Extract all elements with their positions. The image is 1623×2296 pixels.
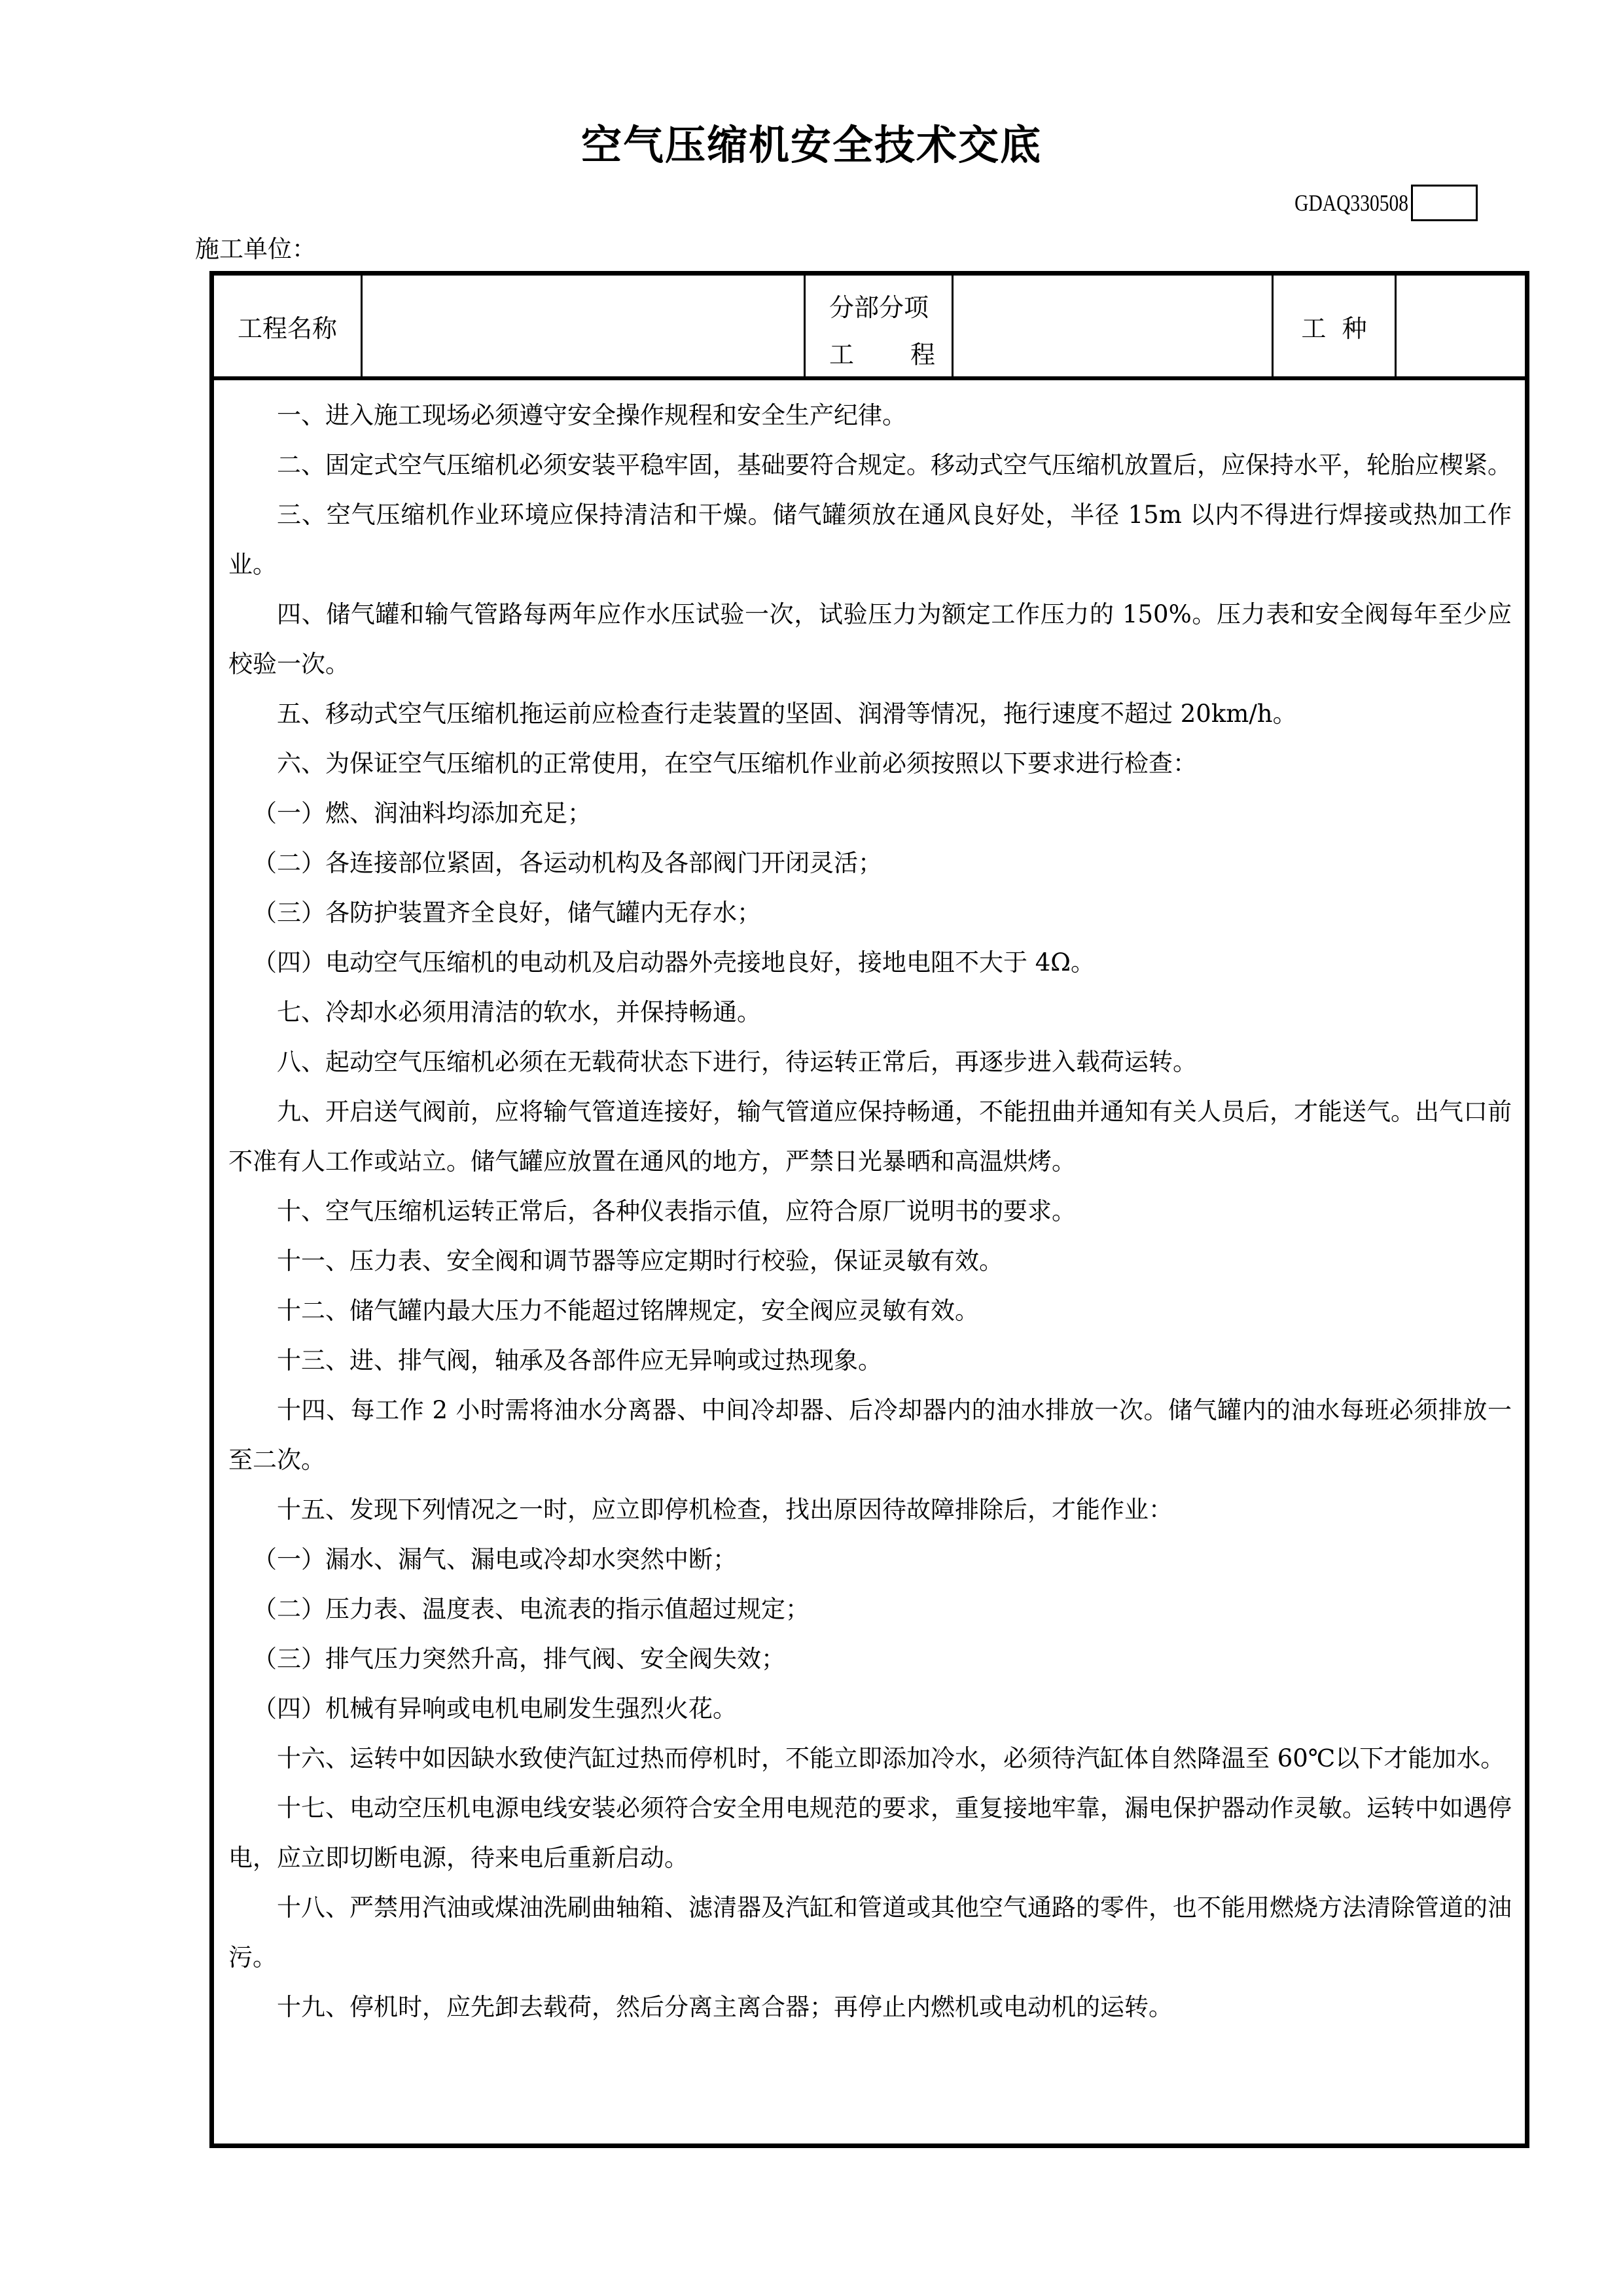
sub-clause: （一）燃、润油料均添加充足； — [253, 799, 592, 827]
clause: 四、储气罐和输气管路每两年应作水压试验一次，试验压力为额定工作压力的 150%。压力表和安全阀每年至少应校验一次。 — [228, 600, 1512, 678]
clause: 十八、严禁用汽油或煤油洗刷曲轴箱、滤清器及汽缸和管道或其他空气通路的零件，也不能用燃烧方法清除管道的油污。 — [228, 1893, 1512, 1971]
clause: 五、移动式空气压缩机拖运前应检查行走装置的坚固、润滑等情况，拖行速度不超过 20km/h。 — [277, 700, 1297, 728]
clause: 十、空气压缩机运转正常后，各种仪表指示值，应符合原厂说明书的要求。 — [277, 1197, 1076, 1225]
clause: 八、起动空气压缩机必须在无载荷状态下进行，待运转正常后，再逐步进入载荷运转。 — [277, 1048, 1197, 1076]
project-name-field[interactable] — [363, 276, 804, 376]
sub-clause: （三）各防护装置齐全良好，储气罐内无存水； — [253, 899, 761, 927]
sub-clause: （二）各连接部位紧固，各运动机构及各部阀门开闭灵活； — [253, 849, 882, 877]
clause: 十四、每工作 2 小时需将油水分离器、中间冷却器、后冷却器内的油水排放一次。储气罐内的油水每班必须排放一至二次。 — [228, 1396, 1512, 1474]
clause: 九、开启送气阀前，应将输气管道连接好，输气管道应保持畅通，不能扭曲并通知有关人员后，才能送气。出气口前不准有人工作或站立。储气罐应放置在通风的地方，严禁日光暴晒和高温烘烤。 — [228, 1098, 1512, 1175]
subproject-label-line1: 分部分项 — [829, 293, 929, 322]
code-suffix-box[interactable] — [1411, 185, 1478, 221]
document-title: 空气压缩机安全技术交底 — [580, 121, 1042, 169]
document-code: GDAQ330508 — [1294, 190, 1408, 216]
clause: 十一、压力表、安全阀和调节器等应定期时行校验，保证灵敏有效。 — [277, 1247, 1003, 1275]
trade-label: 工 种 — [1301, 314, 1367, 343]
trade-field[interactable] — [1397, 276, 1525, 376]
clause: 十三、进、排气阀，轴承及各部件应无异响或过热现象。 — [277, 1346, 882, 1374]
subproject-label — [806, 276, 952, 376]
clause: 十六、运转中如因缺水致使汽缸过热而停机时，不能立即添加冷水，必须待汽缸体自然降温至 60℃以下才能加水。 — [277, 1744, 1505, 1772]
subproject-label-line2-right: 程 — [910, 340, 936, 369]
clause: 十七、电动空压机电源电线安装必须符合安全用电规范的要求，重复接地牢靠，漏电保护器动作灵敏。运转中如遇停电，应立即切断电源，待来电后重新启动。 — [228, 1794, 1512, 1872]
clause: 七、冷却水必须用清洁的软水，并保持畅通。 — [277, 998, 761, 1026]
clause: 十九、停机时，应先卸去载荷，然后分离主离合器；再停止内燃机或电动机的运转。 — [277, 1993, 1173, 2021]
clause: 六、为保证空气压缩机的正常使用，在空气压缩机作业前必须按照以下要求进行检查： — [277, 749, 1197, 778]
sub-clause: （一）漏水、漏气、漏电或冷却水突然中断； — [253, 1545, 737, 1573]
subproject-label-line2-left: 工 — [829, 340, 855, 369]
header-row — [214, 276, 1525, 380]
document-code-group — [1270, 183, 1478, 223]
clause: 三、空气压缩机作业环境应保持清洁和干燥。储气罐须放在通风良好处，半径 15m 以内不得进行焊接或热加工作业。 — [228, 501, 1512, 579]
project-name-label: 工程名称 — [237, 314, 337, 343]
sub-clause: （二）压力表、温度表、电流表的指示值超过规定； — [253, 1595, 810, 1623]
clause: 一、进入施工现场必须遵守安全操作规程和安全生产纪律。 — [277, 401, 906, 429]
construction-unit-label: 施工单位： — [195, 235, 316, 263]
clause: 二、固定式空气压缩机必须安装平稳牢固，基础要符合规定。移动式空气压缩机放置后，应保持水平，轮胎应楔紧。 — [277, 451, 1512, 479]
disclosure-content — [214, 380, 1525, 2144]
sub-clause: （四）电动空气压缩机的电动机及启动器外壳接地良好，接地电阻不大于 4Ω。 — [253, 948, 1095, 977]
subproject-field[interactable] — [954, 276, 1272, 376]
sub-clause: （三）排气压力突然升高，排气阀、安全阀失效； — [253, 1645, 785, 1673]
clause: 十二、储气罐内最大压力不能超过铭牌规定，安全阀应灵敏有效。 — [277, 1297, 979, 1325]
disclosure-table — [209, 271, 1529, 2148]
clause: 十五、发现下列情况之一时，应立即停机检查，找出原因待故障排除后，才能作业： — [277, 1496, 1173, 1524]
sub-clause: （四）机械有异响或电机电刷发生强烈火花。 — [253, 1695, 737, 1723]
